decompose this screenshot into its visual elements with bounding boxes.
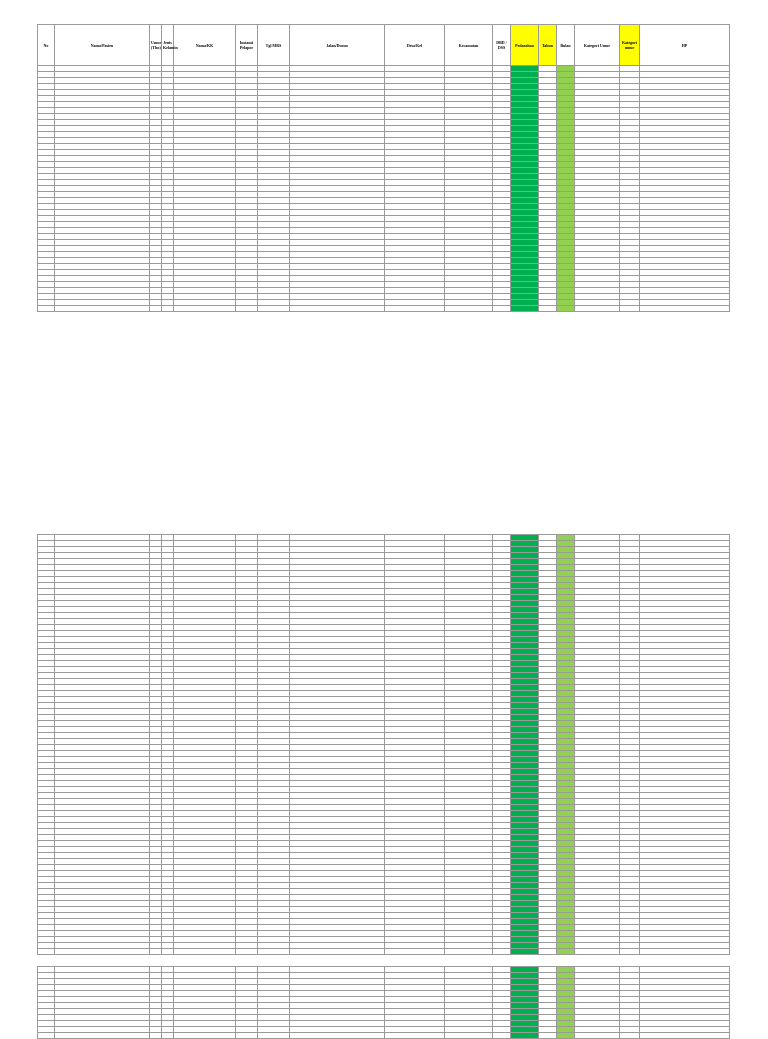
table-cell [258,949,290,955]
table-cell [445,306,493,312]
table-cell [162,1033,174,1039]
table-cell [236,1033,258,1039]
table-cell [511,949,539,955]
table-cell [539,1033,557,1039]
table-cell [174,949,236,955]
column-header: HP [640,25,730,66]
table-cell [575,1033,620,1039]
table-cell [493,1033,511,1039]
table-cell [55,306,150,312]
table-cell [38,306,55,312]
table-cell [575,949,620,955]
table-cell [493,949,511,955]
table-cell [493,306,511,312]
table-cell [557,1033,575,1039]
column-header: Jenis Kelamin [162,25,174,66]
table-cell [640,306,730,312]
column-header: Umur (Thn) [150,25,162,66]
patient-table-2 [37,534,730,955]
table-cell [385,1033,445,1039]
table-cell [620,1033,640,1039]
table-cell [640,1033,730,1039]
table-cell [290,306,385,312]
table-cell [150,1033,162,1039]
table-cell [258,1033,290,1039]
column-header: Pedarahan [511,25,539,66]
table-cell [290,1033,385,1039]
table-cell [236,306,258,312]
table-cell [385,949,445,955]
table-cell [557,306,575,312]
column-header: Nama/KK [174,25,236,66]
table-cell [539,949,557,955]
table-cell [55,949,150,955]
table-cell [385,306,445,312]
column-header: DBD / DSS [493,25,511,66]
patient-table-3 [37,966,730,1039]
table-row [38,949,730,955]
table-header-row [38,25,730,66]
column-header: No [38,25,55,66]
table-cell [38,949,55,955]
table-row [38,306,730,312]
patient-table-1 [37,24,730,312]
column-header: Kategori umur [620,25,640,66]
table-cell [38,1033,55,1039]
column-header: Jalan/Dusun [290,25,385,66]
table-cell [620,949,640,955]
sheet-block-3 [37,966,729,1039]
column-header: Kategori Umur [575,25,620,66]
table-cell [55,1033,150,1039]
column-header: Tahun [539,25,557,66]
table-cell [445,949,493,955]
table-cell [511,1033,539,1039]
table-cell [236,949,258,955]
column-header: Bulan [557,25,575,66]
table-cell [174,306,236,312]
column-header: Tgl MRS [258,25,290,66]
column-header: Desa/Kel [385,25,445,66]
table-cell [150,306,162,312]
table-cell [575,306,620,312]
table-cell [162,949,174,955]
table-cell [620,306,640,312]
table-cell [162,306,174,312]
table-cell [640,949,730,955]
table-cell [445,1033,493,1039]
column-header: Kecamatan [445,25,493,66]
sheet-block-1 [37,24,729,312]
table-cell [511,306,539,312]
sheet-block-2 [37,534,729,955]
table-cell [174,1033,236,1039]
column-header: Instansi Pelapor [236,25,258,66]
table-cell [150,949,162,955]
table-cell [258,306,290,312]
column-header: Nama/Pasien [55,25,150,66]
table-cell [557,949,575,955]
table-cell [290,949,385,955]
table-cell [539,306,557,312]
table-row [38,1033,730,1039]
